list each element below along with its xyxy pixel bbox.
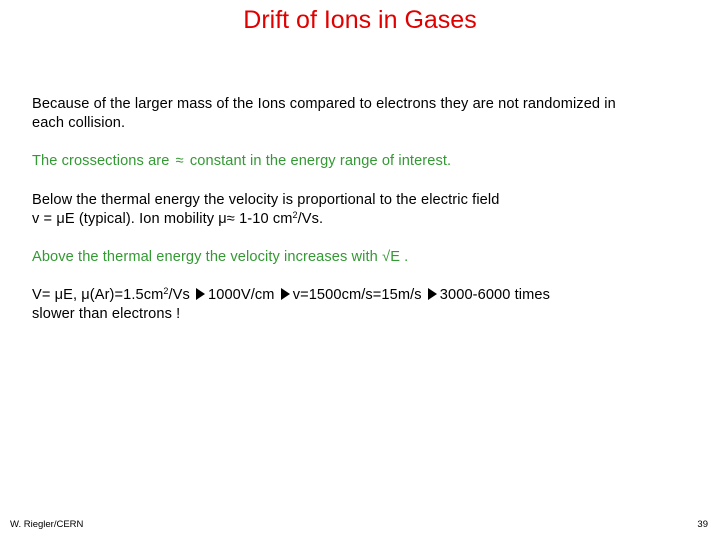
crossections-text-a: The crossections are (32, 153, 170, 169)
velocity-text-e: 3000-6000 times (439, 287, 551, 303)
arrow-right-icon (281, 288, 290, 300)
velocity-text-b: /Vs (168, 287, 190, 303)
below-thermal-line2 (32, 210, 652, 229)
paragraph-above-thermal (32, 248, 652, 267)
paragraph-crossections (32, 152, 652, 171)
velocity-text-c: 1000V/cm (208, 287, 275, 303)
mobility-text-c: /Vs. (297, 211, 324, 227)
velocity-line1 (32, 286, 652, 305)
superscript-2: 2 (292, 210, 298, 220)
paragraph-ion-mass: Because of the larger mass of the Ions compared to electrons they are not randomized in each collision. (32, 96, 616, 131)
above-thermal-e: E . (390, 249, 409, 265)
above-thermal-text: Above the thermal energy the velocity increases with (32, 249, 378, 265)
arrow-right-icon (196, 288, 205, 300)
velocity-text-a: V= μE, μ(Ar)=1.5cm (32, 287, 164, 303)
approx-symbol: ≈ (226, 211, 235, 227)
below-thermal-line1: Below the thermal energy the velocity is proportional to the electric field (32, 192, 500, 208)
approx-symbol: ≈ (175, 153, 184, 169)
slide-title: Drift of Ions in Gases (243, 6, 477, 34)
footer-author: W. Riegler/CERN (10, 519, 84, 530)
velocity-line2: slower than electrons ! (32, 306, 181, 322)
paragraph-velocity-example (32, 286, 652, 324)
paragraph-below-thermal (32, 191, 652, 229)
arrow-right-icon (428, 288, 437, 300)
mobility-text-b: 1-10 cm (234, 211, 293, 227)
page-number: 39 (697, 519, 708, 530)
velocity-text-d: v=1500cm/s=15m/s (292, 287, 422, 303)
superscript-2: 2 (163, 286, 169, 296)
crossections-text-b: constant in the energy range of interest. (189, 153, 452, 169)
sqrt-symbol: √ (382, 249, 391, 265)
mobility-text-a: v = μE (typical). Ion mobility μ (32, 211, 227, 227)
